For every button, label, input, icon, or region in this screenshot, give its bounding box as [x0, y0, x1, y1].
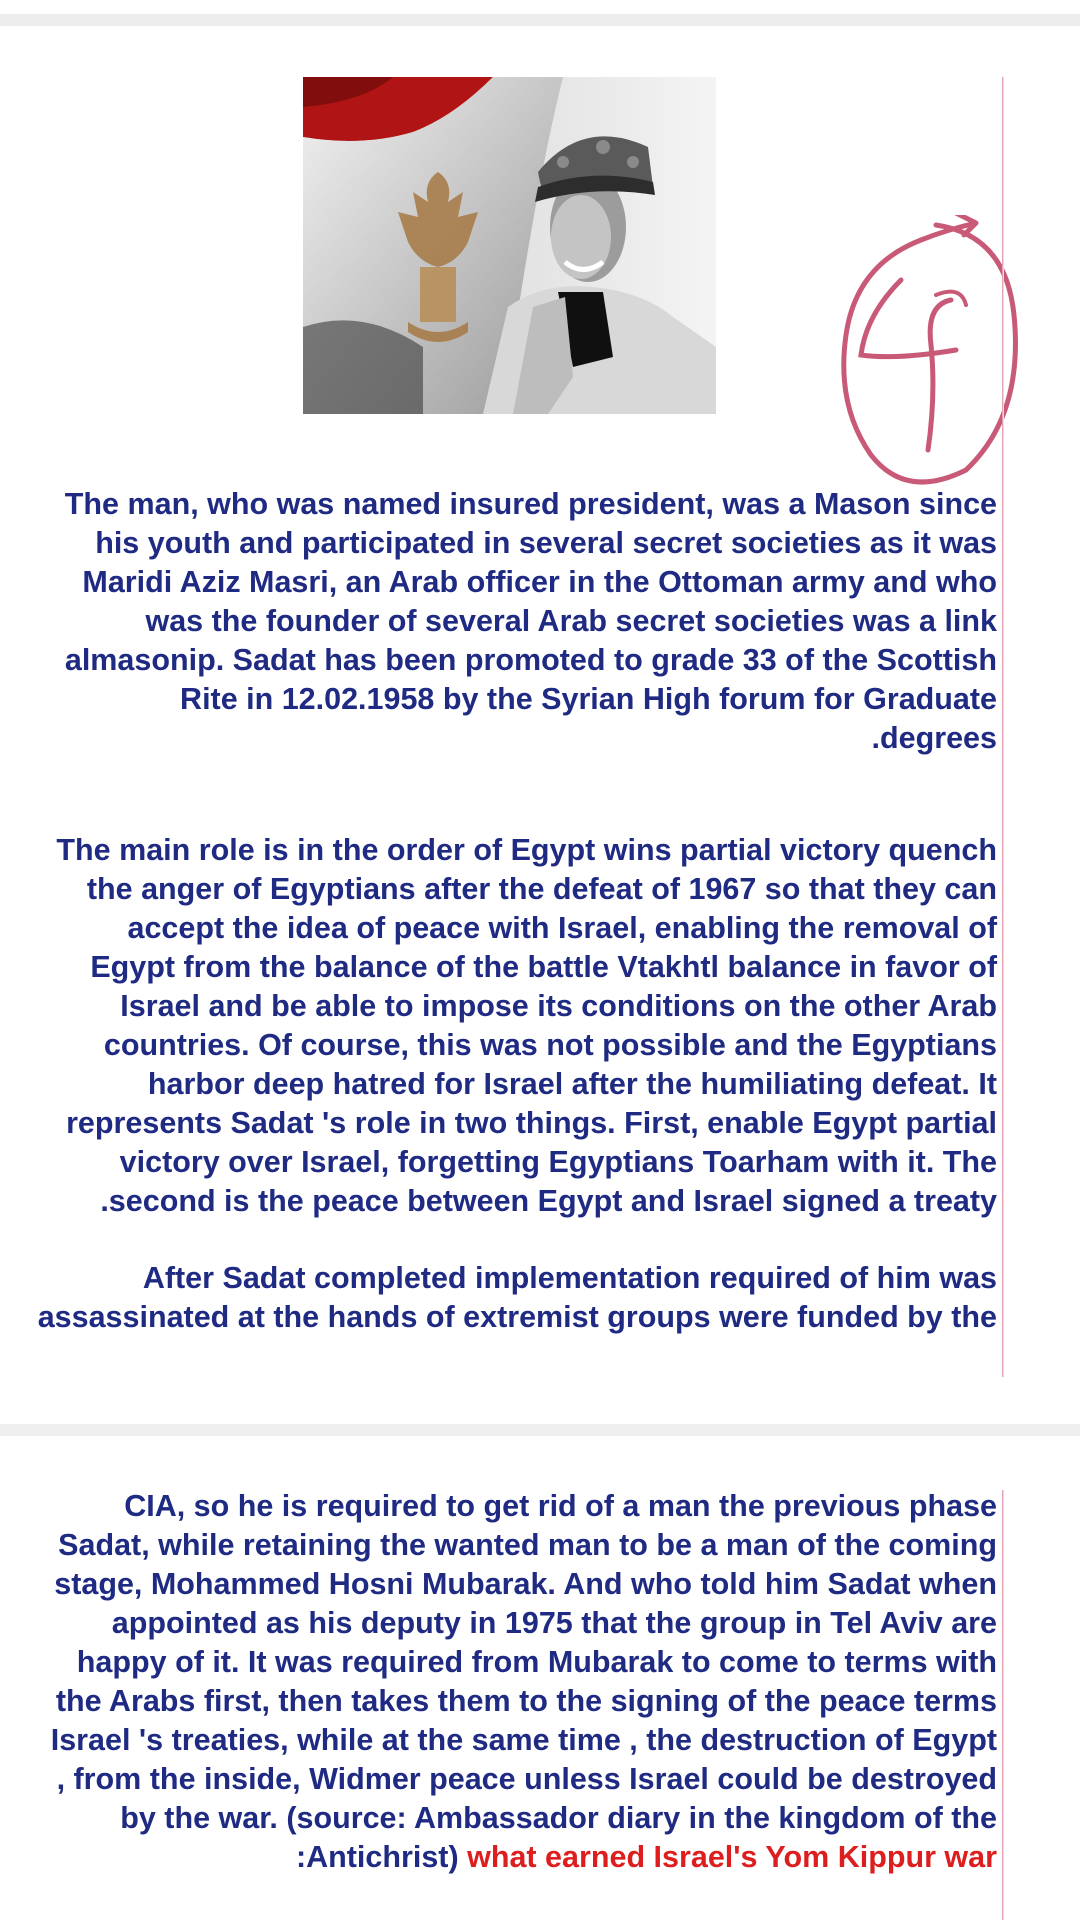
text-line: Egypt from the balance of the battle Vtakhtl balance in favor of: [90, 950, 997, 984]
paragraph-mubarak: [51, 1487, 997, 1877]
text-line: represents Sadat 's role in two things. First, enable Egypt partial: [66, 1106, 997, 1140]
text-line: The main role is in the order of Egypt wins partial victory quench: [56, 833, 997, 867]
text-line: Israel 's treaties, while at the same time , the destruction of Egypt: [50, 1723, 997, 1757]
final-line-red-highlight: what earned Israel's Yom Kippur war: [467, 1840, 997, 1874]
text-line: appointed as his deputy in 1975 that the group in Tel Aviv are: [111, 1606, 997, 1640]
page-margin-line: [1002, 1490, 1004, 1920]
text-line: stage, Mohammed Hosni Mubarak. And who told him Sadat when: [54, 1567, 997, 1601]
text-line: The man, who was named insured president, was a Mason since: [64, 487, 997, 521]
page-margin-line: [1002, 77, 1004, 1377]
text-line: .second is the peace between Egypt and Israel signed a treaty: [100, 1184, 997, 1218]
paragraph-main-role: [56, 831, 997, 1221]
page-top-gap: [0, 14, 1080, 26]
page-separator: [0, 1424, 1080, 1436]
paragraph-mason: [65, 485, 997, 758]
text-line: happy of it. It was required from Mubarak to come to terms with: [76, 1645, 997, 1679]
text-line: CIA, so he is required to get rid of a man the previous phase: [124, 1489, 997, 1523]
text-line: .degrees: [871, 721, 997, 755]
text-line-final: [51, 1838, 997, 1877]
text-line: accept the idea of peace with Israel, enabling the removal of: [127, 911, 997, 945]
text-line: his youth and participated in several secret societies as it was: [95, 526, 997, 560]
text-line: assassinated at the hands of extremist groups were funded by the: [37, 1300, 997, 1334]
text-line: the anger of Egyptians after the defeat of 1967 so that they can: [86, 872, 997, 906]
final-line-dark: :Antichrist): [295, 1840, 459, 1874]
text-line: Sadat, while retaining the wanted man to be a man of the coming: [58, 1528, 997, 1562]
text-line: harbor deep hatred for Israel after the humiliating defeat. It: [147, 1067, 997, 1101]
text-line: was the founder of several Arab secret societies was a link: [145, 604, 997, 638]
sadat-photo: [303, 77, 716, 414]
text-line: the Arabs first, then takes them to the signing of the peace terms: [55, 1684, 997, 1718]
text-line: Maridi Aziz Masri, an Arab officer in the Ottoman army and who: [82, 565, 997, 599]
handwritten-number-annotation: [836, 215, 1028, 498]
paragraph-assassination: [38, 1259, 997, 1337]
text-line: After Sadat completed implementation required of him was: [142, 1261, 997, 1295]
text-line: almasonip. Sadat has been promoted to grade 33 of the Scottish: [64, 643, 997, 677]
text-line: victory over Israel, forgetting Egyptians Toarham with it. The: [119, 1145, 997, 1179]
text-line: countries. Of course, this was not possible and the Egyptians: [103, 1028, 997, 1062]
text-line: Israel and be able to impose its conditions on the other Arab: [120, 989, 997, 1023]
sadat-photo-art: [303, 77, 716, 414]
text-line: by the war. (source: Ambassador diary in the kingdom of the: [120, 1801, 997, 1835]
text-line: Rite in 12.02.1958 by the Syrian High forum for Graduate: [180, 682, 997, 716]
text-line: , from the inside, Widmer peace unless Israel could be destroyed: [56, 1762, 997, 1796]
